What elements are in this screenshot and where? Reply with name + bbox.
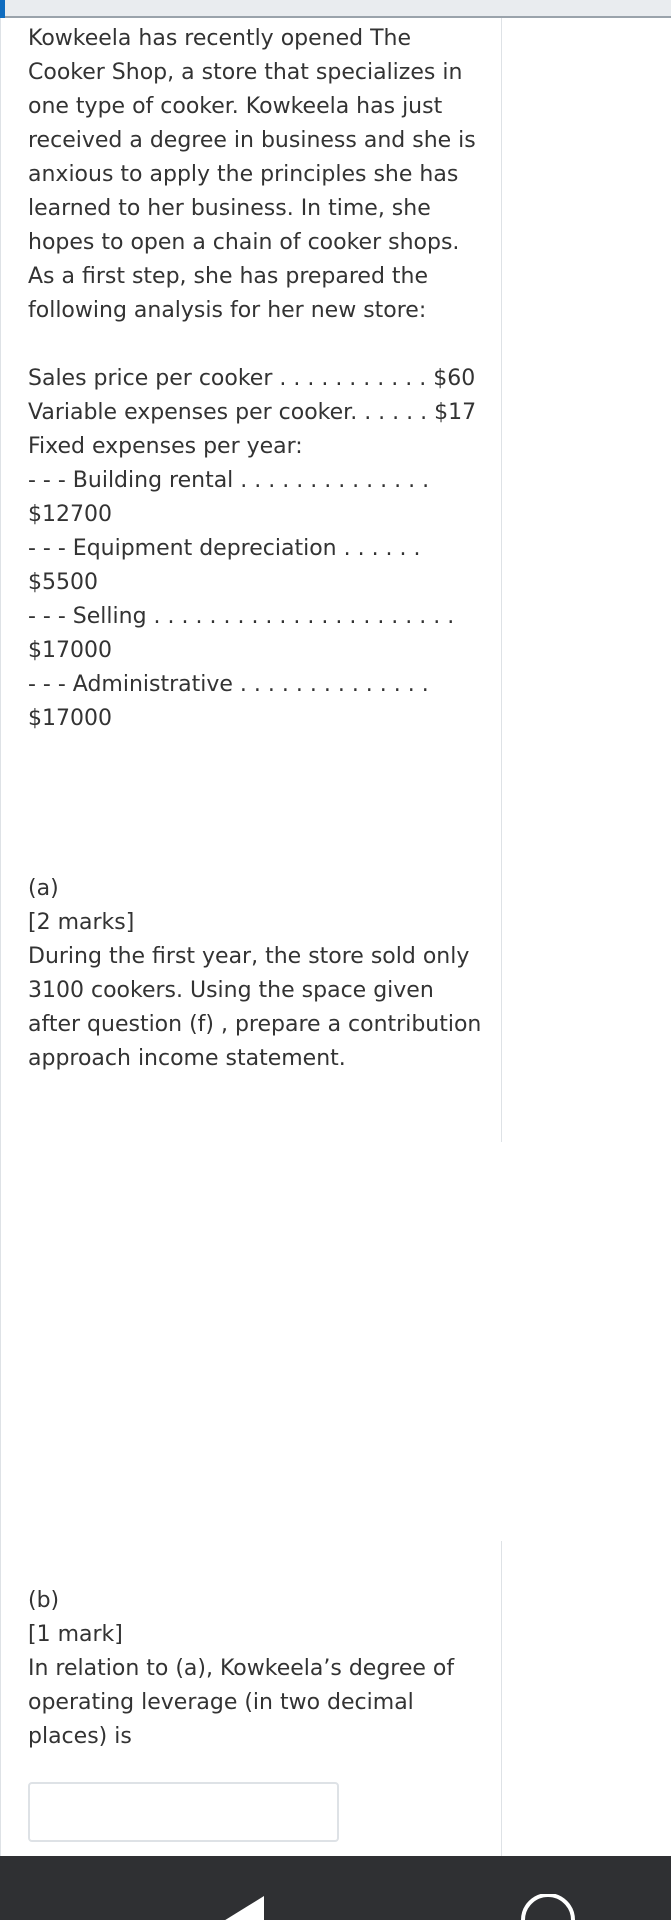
- text-line: following analysis for her new store:: [28, 298, 427, 323]
- top-accent-strip: [0, 0, 5, 18]
- question-marks: [2 marks]: [28, 910, 135, 935]
- text-line: operating leverage (in two decimal: [28, 1690, 414, 1715]
- answer-input[interactable]: [28, 1782, 339, 1842]
- analysis-list: [28, 362, 478, 736]
- text-line: learned to her business. In time, she: [28, 196, 431, 221]
- text-line: As a first step, she has prepared the: [28, 264, 429, 289]
- analysis-line: $12700: [28, 502, 112, 527]
- text-line: after question (f) , prepare a contribution: [28, 1012, 482, 1037]
- analysis-line: - - - Selling . . . . . . . . . . . . . . . . . . . . . .: [28, 604, 455, 629]
- content-left-border: [0, 18, 1, 1856]
- text-line: anxious to apply the principles she has: [28, 162, 459, 187]
- text-line: During the first year, the store sold only: [28, 944, 470, 969]
- text-line: In relation to (a), Kowkeela’s degree of: [28, 1656, 455, 1681]
- back-icon[interactable]: [220, 1896, 266, 1922]
- question-text: [28, 22, 478, 736]
- text-line: approach income statement.: [28, 1046, 346, 1071]
- text-line: places) is: [28, 1724, 132, 1749]
- text-line: received a degree in business and she is: [28, 128, 476, 153]
- intro-paragraph: [28, 22, 478, 328]
- analysis-line: - - - Administrative . . . . . . . . . . . . . .: [28, 672, 429, 697]
- analysis-line: $5500: [28, 570, 98, 595]
- text-line: hopes to open a chain of cooker shops.: [28, 230, 460, 255]
- question-label: (a): [28, 876, 59, 901]
- column-divider: [501, 1541, 502, 1856]
- column-divider: [501, 18, 502, 1142]
- question-b: [28, 1584, 478, 1754]
- analysis-line: $17000: [28, 706, 112, 731]
- text-line: 3100 cookers. Using the space given: [28, 978, 434, 1003]
- question-marks: [1 mark]: [28, 1622, 123, 1647]
- analysis-line: Fixed expenses per year:: [28, 434, 303, 459]
- analysis-line: - - - Equipment depreciation . . . . . .: [28, 536, 421, 561]
- analysis-line: $17000: [28, 638, 112, 663]
- analysis-line: Sales price per cooker . . . . . . . . . . . $60: [28, 366, 476, 391]
- home-icon[interactable]: [520, 1894, 576, 1920]
- text-line: Cooker Shop, a store that specializes in: [28, 60, 463, 85]
- text-line: one type of cooker. Kowkeela has just: [28, 94, 443, 119]
- text-line: Kowkeela has recently opened The: [28, 26, 412, 51]
- android-nav-bar: [0, 1856, 671, 1920]
- analysis-line: Variable expenses per cooker. . . . . . $17: [28, 400, 477, 425]
- question-label: (b): [28, 1588, 60, 1613]
- browser-top-bar: [0, 0, 671, 18]
- question-a: [28, 872, 482, 1076]
- analysis-line: - - - Building rental . . . . . . . . . . . . . .: [28, 468, 430, 493]
